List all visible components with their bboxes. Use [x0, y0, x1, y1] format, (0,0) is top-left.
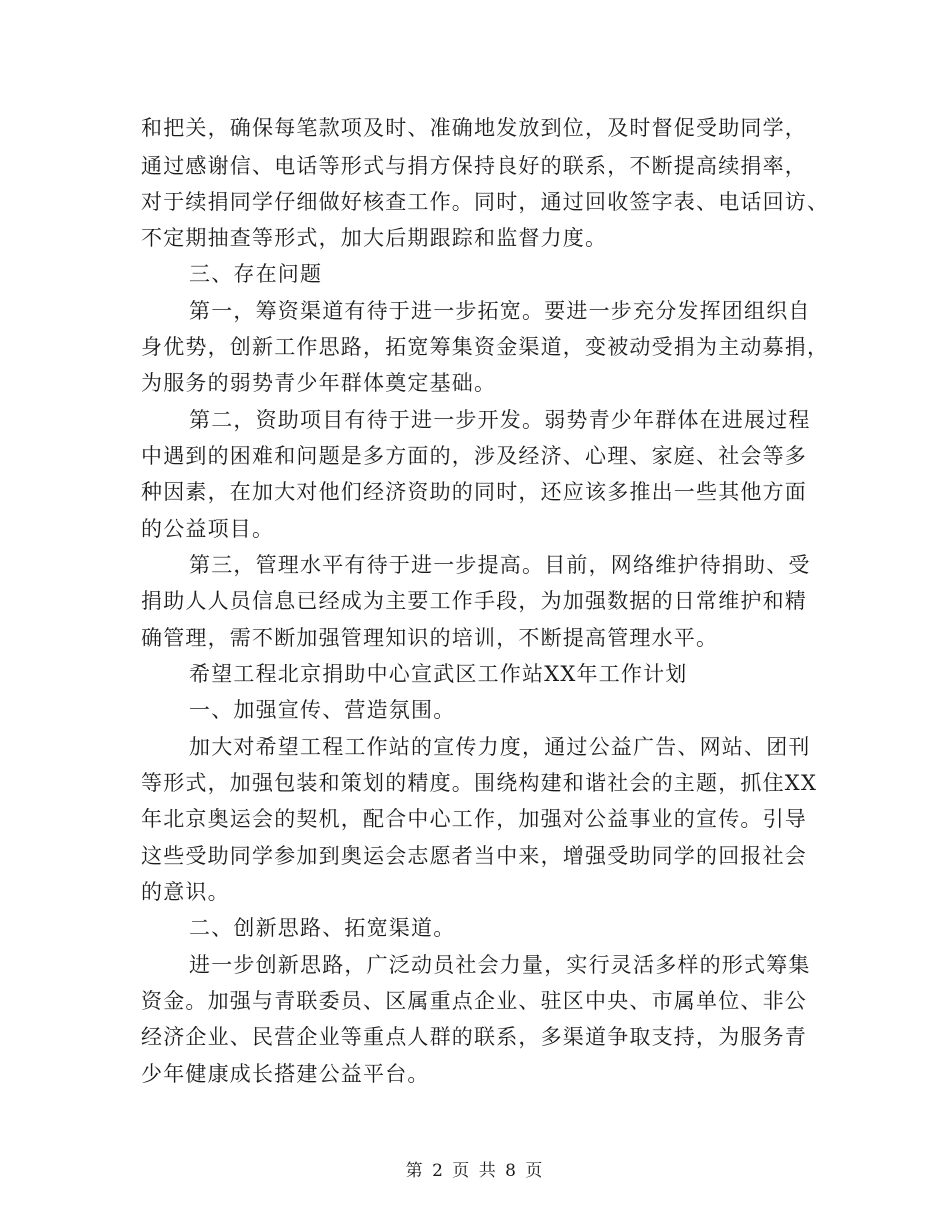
body-line: 资金。加强与青联委员、区属重点企业、驻区中央、市属单位、非公	[141, 989, 807, 1013]
body-line: 对于续捐同学仔细做好核查工作。同时，通过回收签字表、电话回访、	[141, 190, 830, 214]
body-line: 第二，资助项目有待于进一步开发。弱势青少年群体在进展过程	[189, 408, 811, 432]
body-line: 确管理，需不断加强管理知识的培训，不断提高管理水平。	[141, 626, 719, 650]
body-line: 等形式，加强包装和策划的精度。围绕构建和谐社会的主题，抓住XX	[141, 771, 818, 795]
body-line: 身优势，创新工作思路，拓宽筹集资金渠道，变被动受捐为主动募捐，	[141, 335, 830, 359]
body-line: 捐助人人员信息已经成为主要工作手段，为加强数据的日常维护和精	[141, 589, 807, 613]
body-line: 和把关，确保每笔款项及时、准确地发放到位，及时督促受助同学，	[141, 116, 807, 140]
body-line: 这些受助同学参加到奥运会志愿者当中来，增强受助同学的回报社会	[141, 844, 807, 868]
body-line: 加大对希望工程工作站的宣传力度，通过公益广告、网站、团刊	[189, 735, 811, 759]
body-line: 进一步创新思路，广泛动员社会力量，实行灵活多样的形式筹集	[189, 953, 811, 977]
body-line: 少年健康成长搭建公益平台。	[141, 1062, 430, 1086]
section-heading: 二、创新思路、拓宽渠道。	[189, 916, 456, 940]
body-line: 的公益项目。	[141, 517, 275, 541]
plan-title: 希望工程北京捐助中心宣武区工作站XX年工作计划	[189, 662, 688, 686]
body-line: 中遇到的困难和问题是多方面的，涉及经济、心理、家庭、社会等多	[141, 444, 807, 468]
section-heading: 三、存在问题	[189, 262, 323, 286]
body-line: 年北京奥运会的契机，配合中心工作，加强对公益事业的宣传。引导	[141, 807, 807, 831]
body-line: 通过感谢信、电话等形式与捐方保持良好的联系，不断提高续捐率，	[141, 154, 807, 178]
body-line: 经济企业、民营企业等重点人群的联系，多渠道争取支持，为服务青	[141, 1025, 807, 1049]
body-line: 的意识。	[141, 880, 230, 904]
page-number-footer: 第 2 页 共 8 页	[405, 1161, 545, 1181]
body-line: 第一，筹资渠道有待于进一步拓宽。要进一步充分发挥团组织自	[189, 299, 811, 323]
body-line: 不定期抽查等形式，加大后期跟踪和监督力度。	[141, 226, 608, 250]
body-line: 种因素，在加大对他们经济资助的同时，还应该多推出一些其他方面	[141, 480, 807, 504]
body-line: 为服务的弱势青少年群体奠定基础。	[141, 371, 497, 395]
body-line: 第三，管理水平有待于进一步提高。目前，网络维护待捐助、受	[189, 553, 811, 577]
section-heading: 一、加强宣传、营造氛围。	[189, 698, 456, 722]
